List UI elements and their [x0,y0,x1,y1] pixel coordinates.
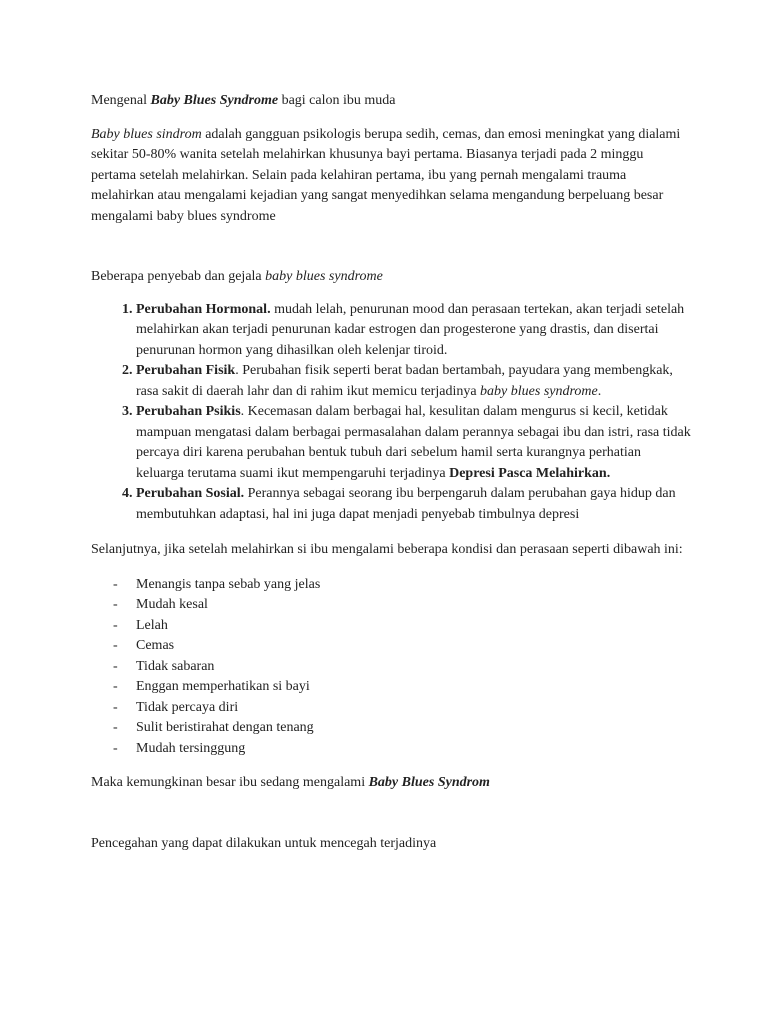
cause-emphasis: baby blues syndrome [480,383,598,399]
symptom-text: Cemas [136,638,175,653]
symptom-text: Mudah kesal [136,597,208,612]
cause-item-sosial [136,484,691,525]
bullet-dash: - [113,699,118,715]
symptom-text: Tidak percaya diri [136,699,239,715]
symptom-text: Lelah [136,617,168,633]
bullet-dash: - [113,679,118,694]
cause-text: . Perubahan fisik seperti berat badan bertambah, payudara yang membengkak, rasa sakit di daerah lahr dan di rahim ikut memicu terjadinya [136,363,673,399]
list-item [91,636,691,657]
cause-tail: . [597,383,602,399]
bullet-dash: - [113,617,118,633]
cause-text: Perannya sebagai seorang ibu berpengaruh dalam perubahan gaya hidup dan membutuhkan adaptasi, hal ini juga dapat menjadi penyebab timbulnya depresi [136,486,676,522]
list-item [91,595,691,616]
causes-heading-prefix: Beberapa penyebab dan gejala [91,269,266,284]
list-item [91,575,691,596]
causes-list [91,300,691,526]
title-prefix: Mengenal [91,93,151,108]
symptom-text: Sulit beristirahat dengan tenang [136,720,314,735]
causes-heading-emphasis: baby blues syndrome [265,269,383,284]
cause-heading: Perubahan Hormonal. [136,301,271,317]
cause-item-hormonal [136,300,691,362]
conditions-intro: Selanjutnya, jika setelah melahirkan si ibu mengalami beberapa kondisi dan perasaan seperti dibawah ini: [91,542,683,557]
symptom-text: Mudah tersinggung [136,740,246,756]
bullet-dash: - [113,576,118,592]
bullet-dash: - [113,638,118,653]
cause-item-psikis [136,402,691,484]
causes-heading [91,267,691,288]
list-item [91,718,691,739]
prevention-heading: Pencegahan yang dapat dilakukan untuk mencegah terjadinya [91,835,437,851]
list-item [91,657,691,678]
symptom-text: Enggan memperhatikan si bayi [136,679,310,694]
symptoms-list [91,575,691,760]
bullet-dash: - [113,658,118,674]
list-item [91,677,691,698]
conclusion-prefix: Maka kemungkinan besar ibu sedang mengalami [91,775,369,790]
cause-text: . Kecemasan dalam berbagai hal, kesulitan dalam mengurus si kecil, ketidak mampuan mengatasi dalam berbagai permasalahan dalam perannya sebagai ibu dan istri, rasa tidak percaya diri karena perubahan bentuk tubuh dari sebelum hamil serta kurangnya perhatian keluarga terutama suami ikut mempengaruhi terjadinya [136,404,691,481]
document-body [91,91,691,854]
intro-text: adalah gangguan psikologis berupa sedih, cemas, dan emosi meningkat yang dialami sekitar 50-80% wanita setelah melahirkan khusunya bayi pertama. Biasanya terjadi pada 2 minggu pertama setelah melahirkan. Selain pada kelahiran pertama, ibu yang pernah mengalami trauma melahirkan atau mengalami kejadian yang sangat menyedihkan selama mengandung berpeluang besar mengalami baby blues syndrome [91,126,681,224]
bullet-dash: - [113,720,118,735]
cause-item-fisik [136,361,691,402]
symptom-text: Menangis tanpa sebab yang jelas [136,576,321,592]
list-item [91,616,691,637]
list-item [91,698,691,719]
cause-text: mudah lelah, penurunan mood dan perasaan tertekan, akan terjadi setelah melahirkan akan terjadi penurunan kadar estrogen dan progesterone yang drastis, dan disertai penurunan hormon yang dihasilkan oleh kelenjar tiroid. [136,301,685,358]
cause-heading: Perubahan Psikis [136,404,241,419]
conclusion-emphasis: Baby Blues Syndrom [368,775,490,790]
document-title [91,91,691,112]
conclusion-paragraph [91,773,691,794]
cause-bold-tail: Depresi Pasca Melahirkan. [449,465,611,481]
intro-term: Baby blues sindrom [91,126,202,142]
cause-heading: Perubahan Sosial. [136,486,245,501]
symptom-text: Tidak sabaran [136,658,215,674]
list-item [91,739,691,760]
title-suffix: bagi calon ibu muda [278,93,396,108]
bullet-dash: - [113,597,118,612]
bullet-dash: - [113,740,118,756]
intro-paragraph [91,125,691,228]
cause-heading: Perubahan Fisik [136,363,236,378]
title-emphasis: Baby Blues Syndrome [150,93,279,108]
